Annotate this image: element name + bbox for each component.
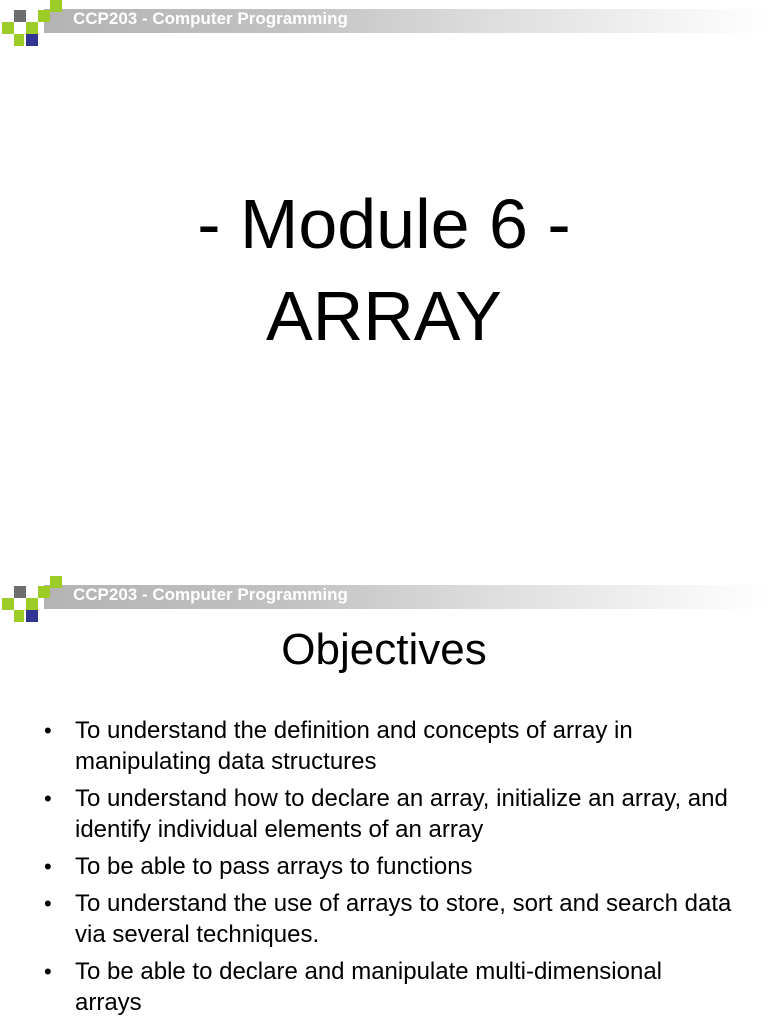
bullet-icon: •: [44, 959, 52, 984]
module-title-line-1: - Module 6 -: [197, 185, 571, 263]
course-logo-icon: [0, 576, 64, 624]
bullet-icon: •: [44, 718, 52, 743]
list-item-text: To understand how to declare an array, initialize an array, and identify individual elements of an array: [75, 785, 728, 843]
list-item-text: To understand the definition and concepts of array in manipulating data structures: [75, 717, 633, 775]
list-item-text: To understand the use of arrays to store, sort and search data via several techniques.: [75, 890, 732, 948]
header-course-title: CCP203 - Computer Programming: [73, 9, 348, 28]
list-item: [44, 783, 734, 845]
header-course-title: CCP203 - Computer Programming: [73, 585, 348, 604]
course-logo-icon: [0, 0, 64, 48]
list-item: [44, 956, 734, 1018]
list-item: [44, 715, 734, 777]
list-item: [44, 851, 734, 882]
list-item: [44, 888, 734, 950]
slide-objectives: [0, 576, 768, 1024]
objectives-list: [44, 715, 734, 1024]
bullet-icon: •: [44, 854, 52, 879]
module-title: [0, 178, 768, 362]
list-item-text: To be able to pass arrays to functions: [75, 853, 473, 880]
bullet-icon: •: [44, 891, 52, 916]
objectives-title: Objectives: [281, 625, 487, 674]
bullet-icon: •: [44, 786, 52, 811]
module-title-line-2: ARRAY: [266, 277, 502, 355]
list-item-text: To be able to declare and manipulate multi-dimensional arrays: [75, 958, 663, 1016]
